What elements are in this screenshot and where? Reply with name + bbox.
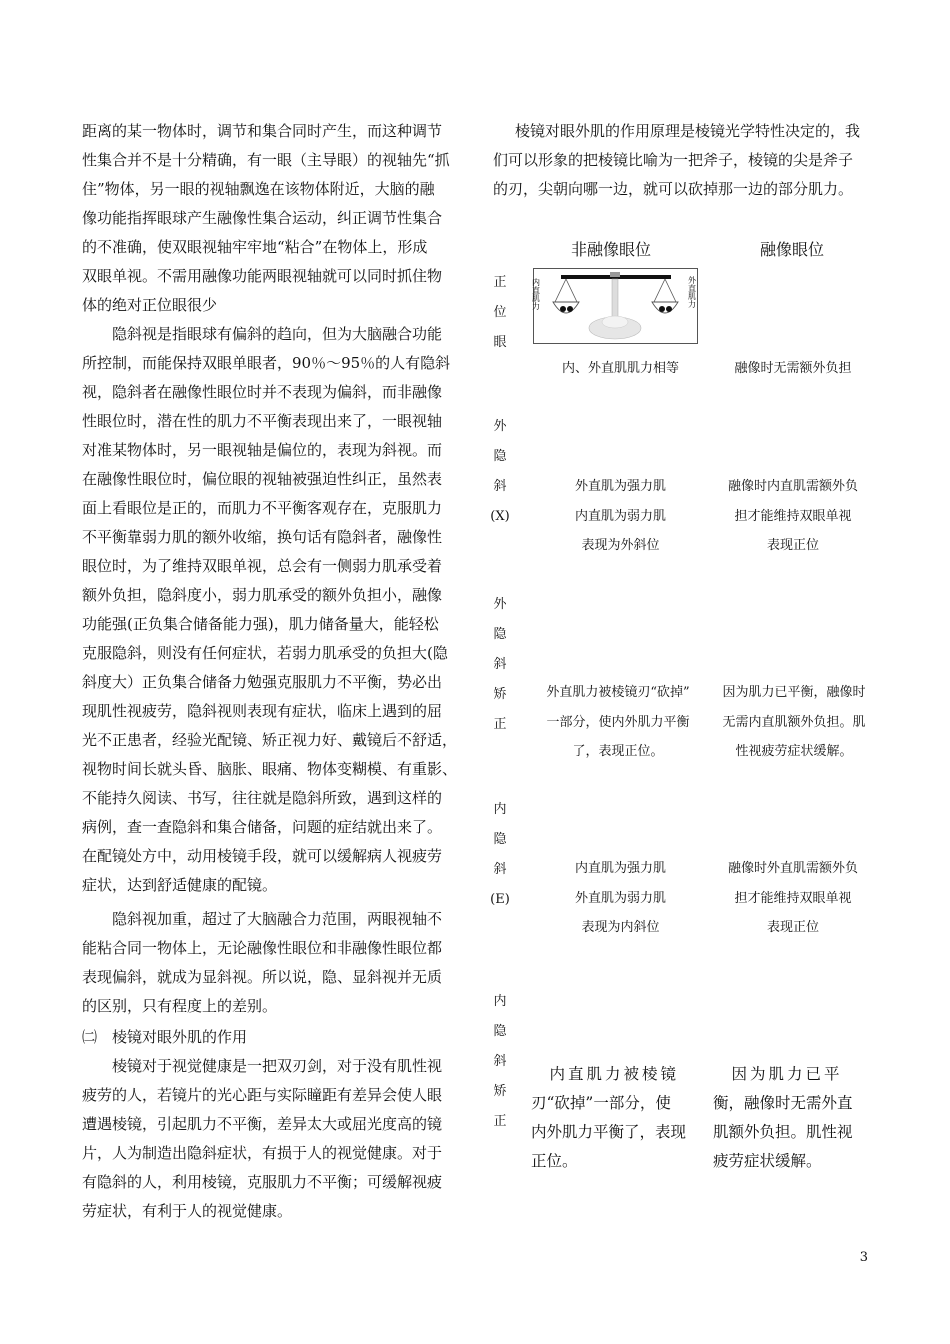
text-line: 遭遇棱镜，引起肌力不平衡，差异太大或屈光度高的镜 bbox=[82, 1115, 443, 1133]
text-line: 功能强(正负集合储备能力强)，肌力储备量大，能轻松 bbox=[82, 615, 439, 633]
diagram-left-label: 内直肌力 bbox=[531, 278, 541, 310]
text-line: 隐斜视是指眼球有偏斜的趋向，但为大脑融合功能 bbox=[112, 325, 443, 343]
text-line: 的区别，只有程度上的差别。 bbox=[82, 997, 278, 1015]
row-label-esophoria: 内 隐 斜 (E) bbox=[490, 802, 510, 907]
text-line: 疲劳的人，若镜片的光心距与实际瞳距有差异会使人眼 bbox=[82, 1086, 443, 1104]
text-line: 现肌性视疲劳，隐斜视则表现有症状，临床上遇到的屈 bbox=[82, 702, 443, 720]
text-line: 斜度大）正负集合储备力勉强克服肌力不平衡，势必出 bbox=[82, 673, 443, 691]
text-line: 片，人为制造出隐斜症状，有损于人的视觉健康。对于 bbox=[82, 1144, 443, 1162]
left-para-3 bbox=[82, 905, 462, 1021]
text-line: 不能持久阅读、书写，往往就是隐斜所致，遇到这样的 bbox=[82, 789, 443, 807]
left-para-2 bbox=[82, 320, 462, 900]
scale-pole bbox=[612, 279, 618, 317]
text-line: 表现偏斜，就成为显斜视。所以说，隐、显斜视并无质 bbox=[82, 968, 443, 986]
text-line: 光不正患者，经验光配镜、矫正视力好、戴镜后不舒适， bbox=[82, 731, 458, 749]
text-line: 视物时间长就头昏、脑胀、眼痛、物体变糊模、有重影、 bbox=[82, 760, 458, 778]
text-line: 能粘合同一物体上，无论融像性眼位和非融像性眼位都 bbox=[82, 939, 443, 957]
row-label-orthophoria: 正 位 眼 bbox=[493, 275, 507, 350]
cell-esophoria-correction-fusion: 因为肌力已平 衡，融像时无需外直 肌额外负担。肌性视 疲劳症状缓解。 bbox=[713, 1065, 853, 1170]
cell-exophoria-correction-fusion: 因为肌力已平衡，融像时 无需内直肌额外负担。肌 性视疲劳症状缓解。 bbox=[722, 685, 866, 759]
row-label-exophoria: 外 隐 斜 (X) bbox=[490, 419, 510, 524]
text-line: 隐斜视加重，超过了大脑融合力范围，两眼视轴不 bbox=[112, 910, 443, 928]
text-line: 像功能指挥眼球产生融像性集合运动，纠正调节性集合 bbox=[82, 209, 443, 227]
text-line: 所控制，而能保持双眼单眼者，90％～95％的人有隐斜 bbox=[82, 354, 451, 372]
text-line: 距离的某一物体时，调节和集合同时产生，而这种调节 bbox=[82, 122, 443, 140]
cell-orthophoria-nonfusion: 内、外直肌肌力相等 bbox=[561, 361, 679, 376]
eye-dot bbox=[659, 306, 665, 312]
text-line: 额外负担，隐斜度小，弱力肌承受的额外负担小，融像 bbox=[82, 586, 443, 604]
text-line: 双眼单视。不需用融像功能两眼视轴就可以同时抓住物 bbox=[82, 267, 443, 285]
text-line: 有隐斜的人，利用棱镜，克服肌力不平衡；可缓解视疲 bbox=[82, 1173, 443, 1191]
text-line: 的不准确，使双眼视轴牢牢地“粘合”在物体上，形成 bbox=[82, 238, 428, 256]
row-label-esophoria-correction: 内 隐 斜 矫 正 bbox=[493, 994, 507, 1129]
text-line: 在配镜处方中，动用棱镜手段，就可以缓解病人视疲劳 bbox=[82, 847, 443, 865]
cell-exophoria-correction-nonfusion: 外直肌力被棱镜刃“砍掉” 一部分，使内外肌力平衡 了，表现正位。 bbox=[546, 685, 690, 759]
page-number: 3 bbox=[859, 1250, 868, 1265]
left-para-4 bbox=[82, 1052, 462, 1226]
text-line: 克服隐斜，则没有任何症状，若弱力肌承受的负担大(隐 bbox=[82, 644, 448, 662]
text-line: 性眼位时，潜在性的肌力不平衡表现出来了，一眼视轴 bbox=[82, 412, 443, 430]
text-line: 棱镜对眼外肌的作用原理是棱镜光学特性决定的，我 bbox=[515, 122, 861, 140]
text-line: 视，隐斜者在融像性眼位时并不表现为偏斜，而非融像 bbox=[82, 383, 443, 401]
header-nonfusion: 非融像眼位 bbox=[571, 240, 652, 259]
text-line: 不平衡靠弱力肌的额外收缩，换句话有隐斜者，融像性 bbox=[82, 528, 443, 546]
scale-pivot bbox=[610, 272, 620, 277]
text-line: 棱镜对于视觉健康是一把双刃剑，对于没有肌性视 bbox=[112, 1057, 443, 1075]
cell-orthophoria-fusion: 融像时无需额外负担 bbox=[734, 361, 852, 376]
cell-esophoria-nonfusion: 内直肌为强力肌 外直肌为弱力肌 表现为内斜位 bbox=[574, 861, 666, 935]
header-fusion: 融像眼位 bbox=[760, 240, 825, 259]
text-line: 住”物体，另一眼的视轴飘逸在该物体附近，大脑的融 bbox=[82, 180, 435, 198]
text-line: 的刃，尖朝向哪一边，就可以砍掉那一边的部分肌力。 bbox=[493, 180, 854, 198]
diagram-right-label: 外直肌力 bbox=[687, 276, 697, 308]
cell-esophoria-correction-nonfusion: 内直肌力被棱镜 刃“砍掉”一部分，使 内外肌力平衡了，表现 正位。 bbox=[531, 1065, 687, 1170]
text-line: 体的绝对正位眼很少 bbox=[82, 296, 218, 314]
eye-dot bbox=[666, 306, 672, 312]
text-line: 症状，达到舒适健康的配镜。 bbox=[82, 876, 278, 894]
text-line: 面上看眼位是正的，而肌力不平衡客观存在，克服肌力 bbox=[82, 499, 443, 517]
left-para-1 bbox=[82, 117, 462, 320]
right-intro bbox=[493, 117, 871, 204]
text-line: 对准某物体时，另一眼视轴是偏位的，表现为斜视。而 bbox=[82, 441, 443, 459]
text-line: 眼位时，为了维持双眼单视，总会有一侧弱力肌承受着 bbox=[82, 557, 443, 575]
cell-exophoria-nonfusion: 外直肌为强力肌 内直肌为弱力肌 表现为外斜位 bbox=[574, 479, 666, 553]
balance-scale-diagram bbox=[533, 268, 698, 344]
eye-dot bbox=[567, 306, 573, 312]
cell-exophoria-fusion: 融像时内直肌需额外负 担才能维持双眼单视 表现正位 bbox=[727, 479, 858, 553]
eye-dot bbox=[560, 306, 566, 312]
text-line: 病例，查一查隐斜和集合储备，问题的症结就出来了。 bbox=[82, 818, 443, 836]
section-heading: ㈡ 棱镜对眼外肌的作用 bbox=[82, 1028, 248, 1046]
text-line: 性集合并不是十分精确，有一眼（主导眼）的视轴先“抓 bbox=[82, 151, 450, 169]
text-line: 在融像性眼位时，偏位眼的视轴被强迫性纠正，虽然表 bbox=[82, 470, 443, 488]
text-line: 劳症状，有利于人的视觉健康。 bbox=[82, 1202, 293, 1220]
cell-esophoria-fusion: 融像时外直肌需额外负 担才能维持双眼单视 表现正位 bbox=[727, 861, 858, 935]
row-label-exophoria-correction: 外 隐 斜 矫 正 bbox=[493, 597, 507, 732]
text-line: 们可以形象的把棱镜比喻为一把斧子，棱镜的尖是斧子 bbox=[493, 151, 854, 169]
